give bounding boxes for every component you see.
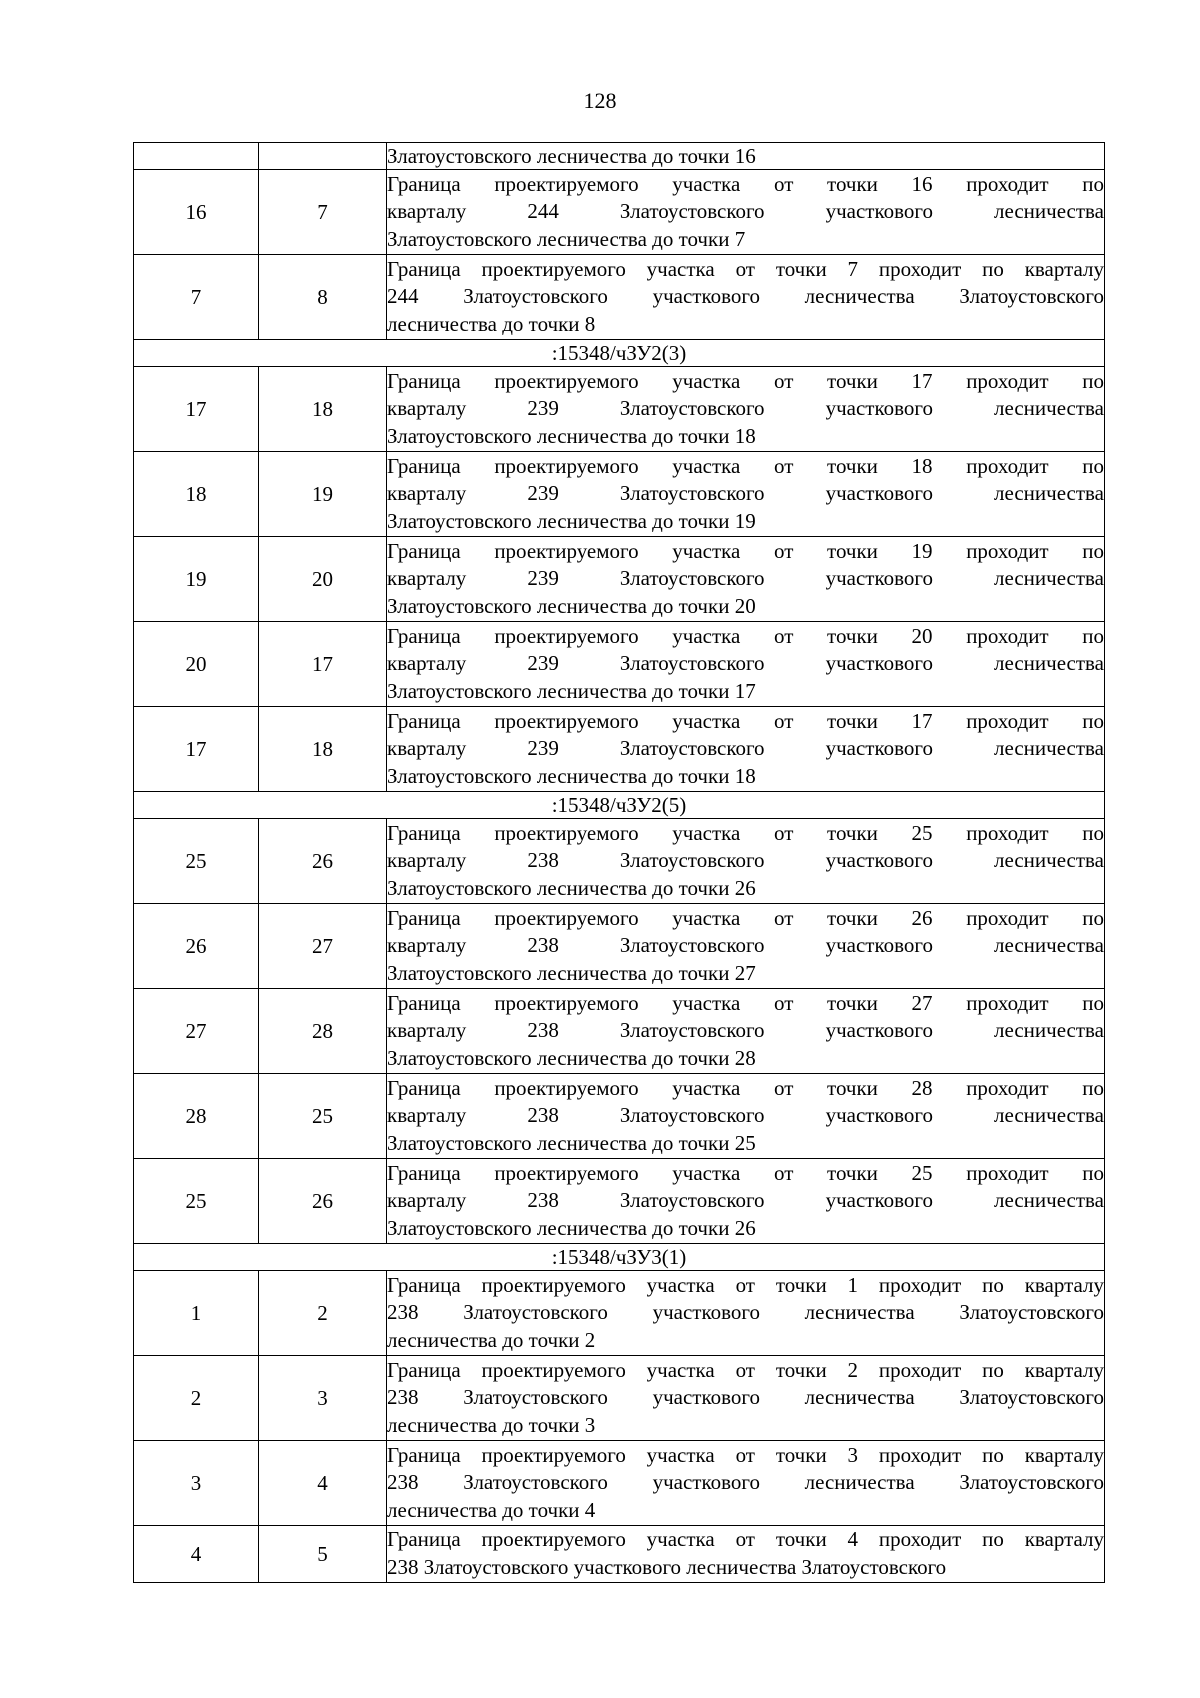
boundary-description-cell bbox=[387, 1159, 1105, 1244]
description-line: кварталу 238 Златоустовского участкового лесничества bbox=[387, 1018, 1104, 1043]
table-row bbox=[134, 255, 1105, 340]
boundary-description-cell bbox=[387, 1526, 1105, 1583]
table-row bbox=[134, 143, 1105, 170]
description-line: 244 Златоустовского участкового лесничества Златоустовского bbox=[387, 284, 1104, 309]
point-from-cell: 28 bbox=[134, 1074, 259, 1159]
table-row bbox=[134, 1159, 1105, 1244]
boundary-table bbox=[133, 142, 1105, 1583]
point-to-cell: 19 bbox=[259, 452, 387, 537]
boundary-description-cell bbox=[387, 622, 1105, 707]
section-title: :15348/чЗУ2(5) bbox=[134, 792, 1105, 819]
description-line: 238 Златоустовского участкового лесничества Златоустовского bbox=[387, 1385, 1104, 1410]
description-line: лесничества до точки 4 bbox=[387, 1497, 596, 1522]
point-from-cell: 19 bbox=[134, 537, 259, 622]
description-line: Граница проектируемого участка от точки 19 проходит по bbox=[387, 538, 1104, 563]
point-from-cell: 16 bbox=[134, 170, 259, 255]
description-line: Граница проектируемого участка от точки 2 проходит по кварталу bbox=[387, 1357, 1104, 1382]
description-line: Граница проектируемого участка от точки 26 проходит по bbox=[387, 905, 1104, 930]
point-from-cell: 17 bbox=[134, 707, 259, 792]
description-line: Граница проектируемого участка от точки 7 проходит по кварталу bbox=[387, 256, 1104, 281]
point-to-cell: 7 bbox=[259, 170, 387, 255]
point-to-cell: 28 bbox=[259, 989, 387, 1074]
page-number: 128 bbox=[583, 88, 617, 113]
point-to-cell: 2 bbox=[259, 1271, 387, 1356]
point-to-cell: 8 bbox=[259, 255, 387, 340]
point-from-cell: 25 bbox=[134, 819, 259, 904]
description-line: Граница проектируемого участка от точки 25 проходит по bbox=[387, 820, 1104, 845]
boundary-description-cell bbox=[387, 170, 1105, 255]
description-line: кварталу 239 Златоустовского участкового лесничества bbox=[387, 481, 1104, 506]
description-line: кварталу 238 Златоустовского участкового лесничества bbox=[387, 848, 1104, 873]
point-from-cell: 1 bbox=[134, 1271, 259, 1356]
point-from-cell: 25 bbox=[134, 1159, 259, 1244]
description-line: кварталу 238 Златоустовского участкового лесничества bbox=[387, 1103, 1104, 1128]
description-line: Златоустовского лесничества до точки 7 bbox=[387, 226, 746, 251]
boundary-description-cell bbox=[387, 1441, 1105, 1526]
boundary-description-cell bbox=[387, 367, 1105, 452]
table-row bbox=[134, 707, 1105, 792]
description-line: Граница проектируемого участка от точки 16 проходит по bbox=[387, 171, 1104, 196]
point-from-cell: 27 bbox=[134, 989, 259, 1074]
point-from-cell: 17 bbox=[134, 367, 259, 452]
table-row bbox=[134, 622, 1105, 707]
table-row bbox=[134, 904, 1105, 989]
description-line: Златоустовского лесничества до точки 19 bbox=[387, 508, 756, 533]
table-row bbox=[134, 452, 1105, 537]
section-header-row bbox=[134, 340, 1105, 367]
description-line: кварталу 238 Златоустовского участкового лесничества bbox=[387, 1188, 1104, 1213]
description-line: Граница проектируемого участка от точки 28 проходит по bbox=[387, 1075, 1104, 1100]
table-row bbox=[134, 989, 1105, 1074]
description-line: кварталу 239 Златоустовского участкового лесничества bbox=[387, 396, 1104, 421]
description-line: кварталу 244 Златоустовского участкового лесничества bbox=[387, 199, 1104, 224]
description-line: кварталу 239 Златоустовского участкового лесничества bbox=[387, 651, 1104, 676]
description-line: Граница проектируемого участка от точки 17 проходит по bbox=[387, 708, 1104, 733]
section-title: :15348/чЗУ3(1) bbox=[134, 1244, 1105, 1271]
table-row bbox=[134, 1271, 1105, 1356]
boundary-description-cell bbox=[387, 1074, 1105, 1159]
description-line: Златоустовского лесничества до точки 26 bbox=[387, 875, 756, 900]
point-from-cell: 7 bbox=[134, 255, 259, 340]
table-row bbox=[134, 1356, 1105, 1441]
point-to-cell: 18 bbox=[259, 707, 387, 792]
point-from-cell: 2 bbox=[134, 1356, 259, 1441]
boundary-description-cell bbox=[387, 143, 1105, 170]
description-line: Златоустовского лесничества до точки 27 bbox=[387, 960, 756, 985]
description-line: 238 Златоустовского участкового лесничества Златоустовского bbox=[387, 1470, 1104, 1495]
description-line: Граница проектируемого участка от точки 1 проходит по кварталу bbox=[387, 1272, 1104, 1297]
boundary-table-body bbox=[134, 143, 1105, 1583]
boundary-description-cell bbox=[387, 989, 1105, 1074]
point-to-cell: 25 bbox=[259, 1074, 387, 1159]
point-from-cell: 20 bbox=[134, 622, 259, 707]
point-from-cell: 18 bbox=[134, 452, 259, 537]
description-line: кварталу 239 Златоустовского участкового лесничества bbox=[387, 566, 1104, 591]
table-row bbox=[134, 1526, 1105, 1583]
description-line: лесничества до точки 8 bbox=[387, 311, 596, 336]
description-line: Граница проектируемого участка от точки 3 проходит по кварталу bbox=[387, 1442, 1104, 1467]
description-line: Златоустовского лесничества до точки 25 bbox=[387, 1130, 756, 1155]
point-to-cell: 26 bbox=[259, 1159, 387, 1244]
table-row bbox=[134, 170, 1105, 255]
point-to-cell bbox=[259, 143, 387, 170]
boundary-description-cell bbox=[387, 1271, 1105, 1356]
section-header-row bbox=[134, 1244, 1105, 1271]
description-line: Златоустовского лесничества до точки 26 bbox=[387, 1215, 756, 1240]
boundary-description-cell bbox=[387, 537, 1105, 622]
description-line: Граница проектируемого участка от точки 4 проходит по кварталу bbox=[387, 1527, 1104, 1552]
description-line: Златоустовского лесничества до точки 16 bbox=[387, 144, 756, 168]
table-row bbox=[134, 367, 1105, 452]
description-line: Златоустовского лесничества до точки 28 bbox=[387, 1045, 756, 1070]
description-line: Златоустовского лесничества до точки 17 bbox=[387, 678, 756, 703]
description-line: Златоустовского лесничества до точки 18 bbox=[387, 763, 756, 788]
boundary-description-cell bbox=[387, 707, 1105, 792]
description-line: лесничества до точки 3 bbox=[387, 1412, 596, 1437]
section-title: :15348/чЗУ2(3) bbox=[134, 340, 1105, 367]
table-row bbox=[134, 1074, 1105, 1159]
point-from-cell: 3 bbox=[134, 1441, 259, 1526]
description-line: кварталу 239 Златоустовского участкового лесничества bbox=[387, 736, 1104, 761]
boundary-description-cell bbox=[387, 819, 1105, 904]
point-to-cell: 17 bbox=[259, 622, 387, 707]
point-to-cell: 3 bbox=[259, 1356, 387, 1441]
description-line: Граница проектируемого участка от точки 17 проходит по bbox=[387, 368, 1104, 393]
point-to-cell: 26 bbox=[259, 819, 387, 904]
description-line: лесничества до точки 2 bbox=[387, 1327, 596, 1352]
description-line: Граница проектируемого участка от точки 18 проходит по bbox=[387, 453, 1104, 478]
section-header-row bbox=[134, 792, 1105, 819]
description-line: Граница проектируемого участка от точки 27 проходит по bbox=[387, 990, 1104, 1015]
boundary-description-cell bbox=[387, 255, 1105, 340]
boundary-description-cell bbox=[387, 1356, 1105, 1441]
point-to-cell: 27 bbox=[259, 904, 387, 989]
boundary-description-cell bbox=[387, 452, 1105, 537]
point-to-cell: 20 bbox=[259, 537, 387, 622]
point-from-cell bbox=[134, 143, 259, 170]
description-line: 238 Златоустовского участкового лесничества Златоустовского bbox=[387, 1555, 947, 1579]
description-line: Златоустовского лесничества до точки 18 bbox=[387, 423, 756, 448]
table-row bbox=[134, 819, 1105, 904]
point-to-cell: 4 bbox=[259, 1441, 387, 1526]
point-to-cell: 18 bbox=[259, 367, 387, 452]
description-line: кварталу 238 Златоустовского участкового лесничества bbox=[387, 933, 1104, 958]
table-row bbox=[134, 537, 1105, 622]
boundary-description-cell bbox=[387, 904, 1105, 989]
description-line: Граница проектируемого участка от точки 20 проходит по bbox=[387, 623, 1104, 648]
point-from-cell: 4 bbox=[134, 1526, 259, 1583]
table-row bbox=[134, 1441, 1105, 1526]
description-line: Граница проектируемого участка от точки 25 проходит по bbox=[387, 1160, 1104, 1185]
description-line: Златоустовского лесничества до точки 20 bbox=[387, 593, 756, 618]
description-line: 238 Златоустовского участкового лесничества Златоустовского bbox=[387, 1300, 1104, 1325]
point-from-cell: 26 bbox=[134, 904, 259, 989]
point-to-cell: 5 bbox=[259, 1526, 387, 1583]
